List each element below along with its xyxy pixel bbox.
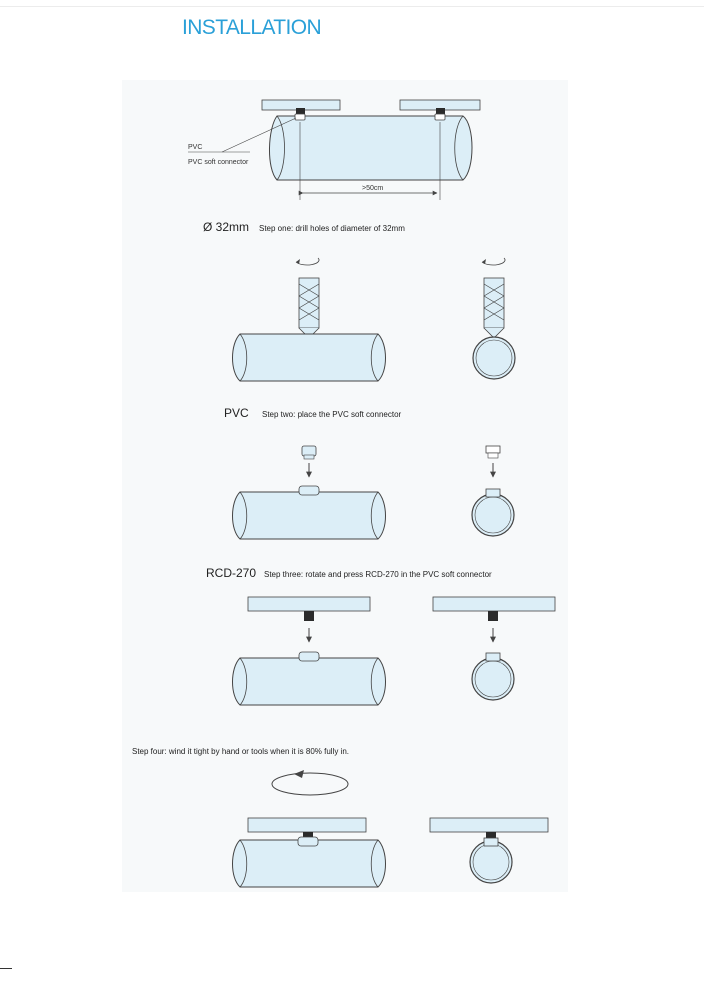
drill-bit-icon bbox=[299, 278, 319, 338]
step3-text: Step three: rotate and press RCD-270 in the PVC soft connector bbox=[264, 570, 492, 579]
step4-diagram bbox=[233, 770, 549, 887]
step2-diagram bbox=[233, 446, 515, 539]
rotate-arrow-icon bbox=[272, 773, 348, 795]
top-rule bbox=[0, 6, 704, 7]
step1-diagram bbox=[233, 258, 516, 381]
drill-bit-icon bbox=[484, 278, 504, 338]
step3-tag: RCD-270 bbox=[206, 566, 257, 580]
step1-text: Step one: drill holes of diameter of 32mm bbox=[259, 224, 405, 233]
step1-tag: Ø 32mm bbox=[203, 220, 250, 234]
callout-pvc: PVC bbox=[188, 144, 203, 151]
overview-diagram bbox=[188, 100, 480, 200]
page-edge-mark bbox=[0, 968, 12, 969]
step2-tag: PVC bbox=[224, 406, 249, 420]
step4-text: Step four: wind it tight by hand or tools when it is 80% fully in. bbox=[132, 747, 350, 756]
step2-text: Step two: place the PVC soft connector bbox=[262, 410, 402, 419]
dimension-label: >50cm bbox=[362, 185, 384, 192]
installation-figure bbox=[122, 80, 568, 892]
callout-pvc-soft-connector: PVC soft connector bbox=[188, 159, 249, 166]
page-title: INSTALLATION bbox=[182, 16, 322, 39]
step3-diagram bbox=[233, 597, 556, 705]
